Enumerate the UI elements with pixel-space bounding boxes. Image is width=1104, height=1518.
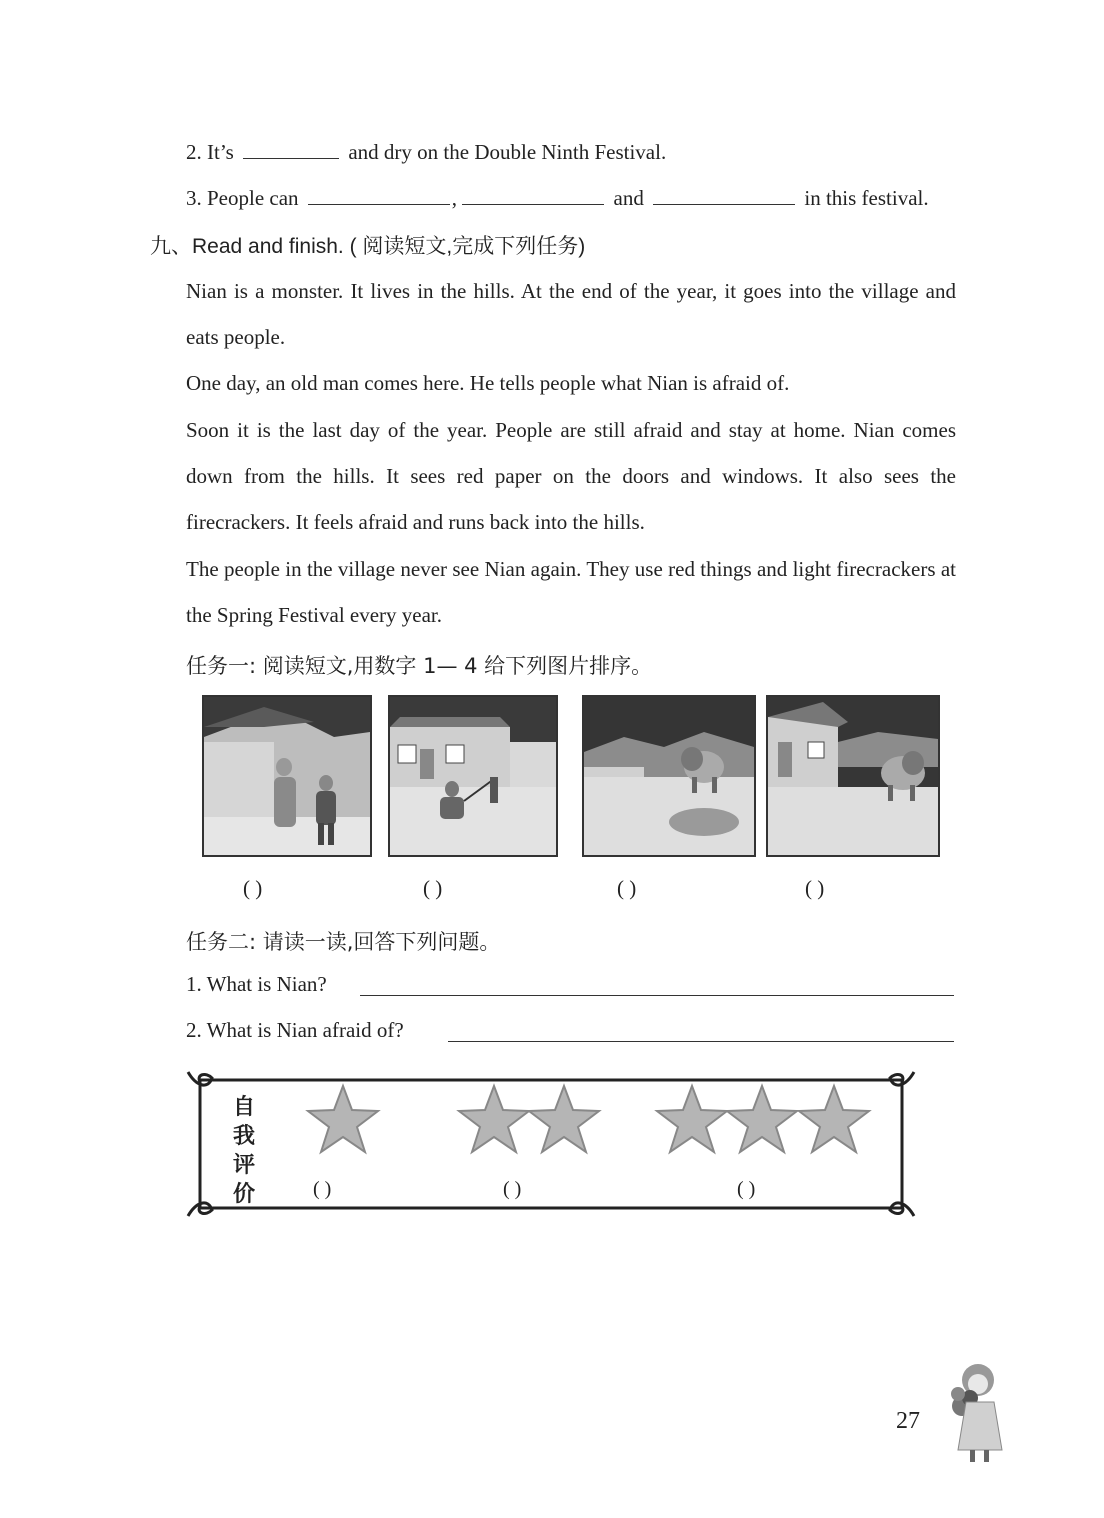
star-icon (724, 1083, 800, 1155)
answer-line-1[interactable] (360, 995, 954, 996)
task2-question-2: 2. What is Nian afraid of? (186, 1018, 404, 1042)
question-2-text-after: and dry on the Double Ninth Festival. (348, 140, 667, 164)
question-2 (186, 140, 666, 165)
passage-paragraph-4: The people in the village never see Nian again. They use red things and light firecrackers at the Spring Festival every year. (186, 557, 956, 627)
passage-paragraph-2: One day, an old man comes here. He tells people what Nian is afraid of. (186, 371, 790, 395)
picture-order-blank-1[interactable]: ( ) (243, 876, 263, 900)
picture-order-blank-4[interactable]: ( ) (805, 876, 825, 900)
passage-paragraph-3: Soon it is the last day of the year. People are still afraid and stay at home. Nian comes down from the hills. It sees red paper on the doors and windows. It also sees the firecrackers. It feels afraid and runs back into the hills. (186, 418, 956, 534)
question-3 (186, 186, 929, 211)
task2-instruction: 任务二: 请读一读,回答下列问题。 (186, 930, 501, 954)
task2-question-1: 1. What is Nian? (186, 972, 327, 996)
question-3-and: and (613, 186, 644, 210)
question-3-text-after: in this festival. (804, 186, 929, 210)
page-number: 27 (896, 1408, 920, 1434)
self-eval-blank-3[interactable]: ( ) (737, 1178, 756, 1200)
picture-nian-near-houses (766, 695, 940, 857)
answer-blank[interactable] (462, 186, 604, 205)
girl-with-flowers-icon (940, 1358, 1012, 1468)
self-eval-title: 自我评价 (233, 1095, 256, 1207)
answer-blank[interactable] (308, 186, 450, 205)
star-icon (305, 1083, 381, 1155)
self-eval-blank-2[interactable]: ( ) (503, 1178, 522, 1200)
answer-line-2[interactable] (448, 1041, 954, 1042)
answer-blank[interactable] (653, 186, 795, 205)
answer-blank[interactable] (243, 140, 339, 159)
star-icon (654, 1083, 730, 1155)
picture-nian-near-village (582, 695, 756, 857)
question-2-text-before: 2. It’s (186, 140, 234, 164)
picture-old-man-and-children (202, 695, 372, 857)
task1-instruction: 任务一: 阅读短文,用数字 1— 4 给下列图片排序。 (186, 654, 653, 678)
section-heading: 九、Read and finish. ( 阅读短文,完成下列任务) (150, 235, 586, 258)
star-icon (526, 1083, 602, 1155)
question-3-comma: , (451, 186, 458, 210)
self-eval-blank-1[interactable]: ( ) (313, 1178, 332, 1200)
passage-paragraph-1: Nian is a monster. It lives in the hills. At the end of the year, it goes into the village and eats people. (186, 279, 956, 349)
picture-child-with-firecrackers (388, 695, 558, 857)
picture-order-blank-2[interactable]: ( ) (423, 876, 443, 900)
question-3-text-before: 3. People can (186, 186, 299, 210)
star-icon (796, 1083, 872, 1155)
picture-order-blank-3[interactable]: ( ) (617, 876, 637, 900)
star-icon (456, 1083, 532, 1155)
